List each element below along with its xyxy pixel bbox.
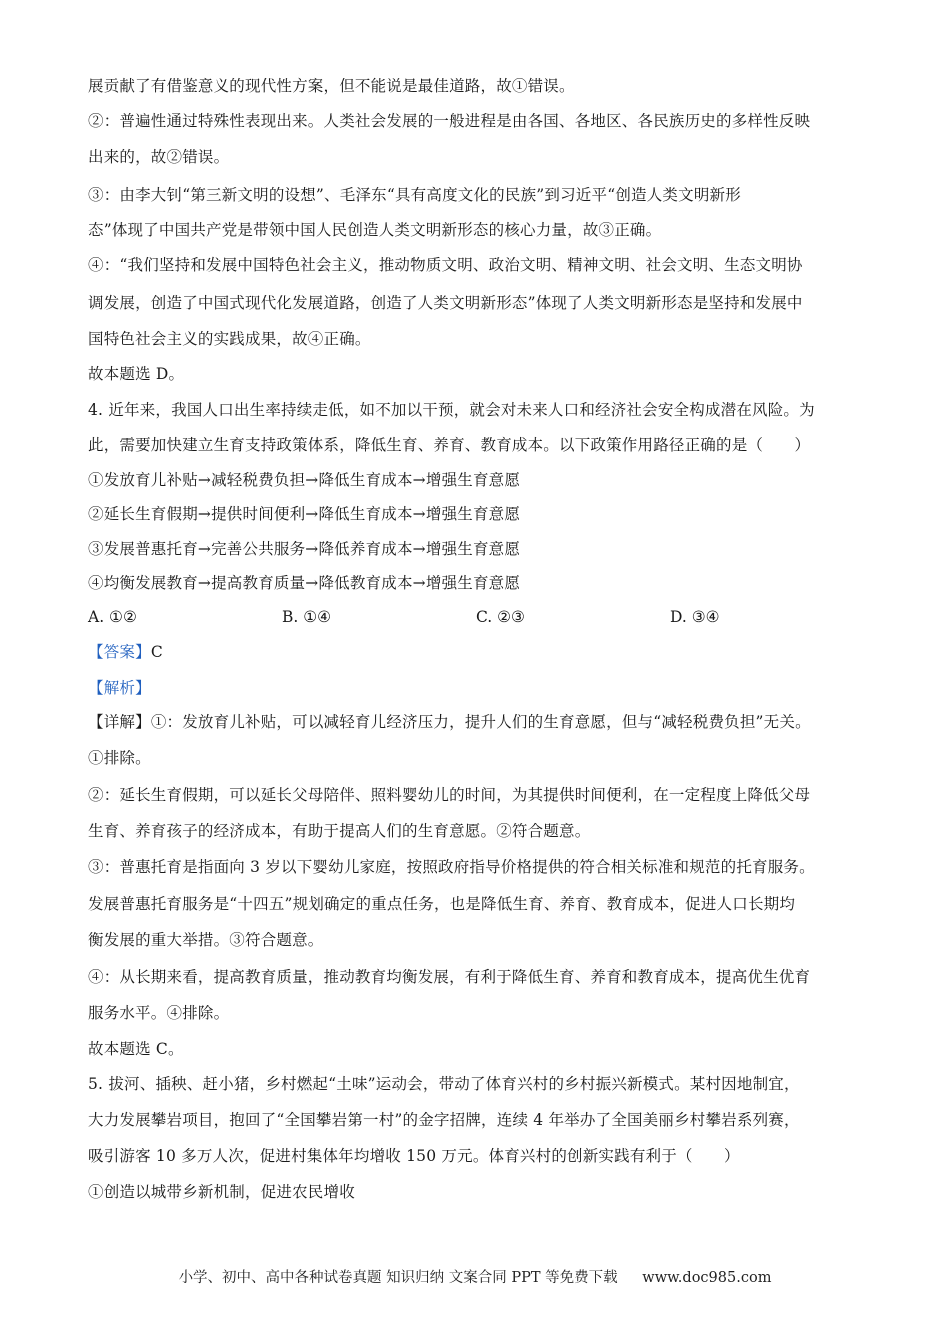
question-5-stem: 吸引游客 10 多万人次，促进村集体年均增收 150 万元。体育兴村的创新实践有利于（ ） bbox=[88, 1147, 740, 1165]
option-c: C. ②③ bbox=[476, 608, 525, 626]
text-line: 展贡献了有借鉴意义的现代性方案，但不能说是最佳道路，故①错误。 bbox=[88, 77, 575, 95]
text-line: 故本题选 C。 bbox=[88, 1040, 184, 1058]
text-line: 态”体现了中国共产党是带领中国人民创造人类文明新形态的核心力量，故③正确。 bbox=[88, 221, 662, 239]
question-5-stem: 大力发展攀岩项目，抱回了“全国攀岩第一村”的金字招牌，连续 4 年举办了全国美丽乡村攀岩系列赛， bbox=[88, 1111, 800, 1129]
analysis-line bbox=[88, 677, 151, 699]
option-d: D. ③④ bbox=[670, 608, 720, 626]
text-line: 故本题选 D。 bbox=[88, 365, 185, 383]
statement-item: ②延长生育假期→提供时间便利→降低生育成本→增强生育意愿 bbox=[88, 505, 521, 523]
detail-line bbox=[88, 711, 811, 733]
text-line: ②：普遍性通过特殊性表现出来。人类社会发展的一般进程是由各国、各地区、各民族历史的多样性反映 bbox=[88, 112, 811, 130]
text-line: ④：“我们坚持和发展中国特色社会主义，推动物质文明、政治文明、精神文明、社会文明、生态文明协 bbox=[88, 256, 803, 274]
footer-link[interactable]: www.doc985.com bbox=[642, 1270, 772, 1286]
text-line: 生育、养育孩子的经济成本，有助于提高人们的生育意愿。②符合题意。 bbox=[88, 822, 591, 840]
page-footer bbox=[0, 1268, 950, 1288]
answer-value: C bbox=[150, 643, 163, 661]
statement-item: ①创造以城带乡新机制，促进农民增收 bbox=[88, 1183, 355, 1201]
text-line: ②：延长生育假期，可以延长父母陪伴、照料婴幼儿的时间，为其提供时间便利，在一定程度上降低父母 bbox=[88, 786, 811, 804]
detail-text: ①：发放育儿补贴，可以减轻育儿经济压力，提升人们的生育意愿，但与“减轻税费负担”无关。 bbox=[150, 713, 811, 731]
statement-item: ③发展普惠托育→完善公共服务→降低养育成本→增强生育意愿 bbox=[88, 540, 521, 558]
detail-tag: 【详解】 bbox=[88, 713, 151, 731]
statement-item: ①发放育儿补贴→减轻税费负担→降低生育成本→增强生育意愿 bbox=[88, 471, 521, 489]
text-line: ①排除。 bbox=[88, 749, 151, 767]
text-line: 国特色社会主义的实践成果，故④正确。 bbox=[88, 330, 371, 348]
text-line: ③：普惠托育是指面向 3 岁以下婴幼儿家庭，按照政府指导价格提供的符合相关标准和规范的托育服务。 bbox=[88, 858, 815, 876]
question-5-stem: 5. 拔河、插秧、赶小猪，乡村燃起“土味”运动会，带动了体育兴村的乡村振兴新模式。某村因地制宜， bbox=[88, 1075, 800, 1093]
question-4-stem: 4. 近年来，我国人口出生率持续走低，如不加以干预，就会对未来人口和经济社会安全构成潜在风险。为 bbox=[88, 401, 815, 419]
footer-text: 小学、初中、高中各种试卷真题 知识归纳 文案合同 PPT 等免费下载 bbox=[178, 1270, 618, 1286]
text-line: 发展普惠托育服务是“十四五”规划确定的重点任务，也是降低生育、养育、教育成本，促进人口长期均 bbox=[88, 895, 796, 913]
text-line: 出来的，故②错误。 bbox=[88, 148, 230, 166]
analysis-tag: 【解析】 bbox=[88, 679, 151, 697]
text-line: ③：由李大钊“第三新文明的设想”、毛泽东“具有高度文化的民族”到习近平“创造人类文明新形 bbox=[88, 186, 741, 204]
text-line: 调发展，创造了中国式现代化发展道路，创造了人类文明新形态”体现了人类文明新形态是坚持和发展中 bbox=[88, 294, 803, 312]
option-b: B. ①④ bbox=[282, 608, 332, 626]
statement-item: ④均衡发展教育→提高教育质量→降低教育成本→增强生育意愿 bbox=[88, 574, 521, 592]
answer-tag: 【答案】 bbox=[88, 643, 151, 661]
text-line: 服务水平。④排除。 bbox=[88, 1004, 230, 1022]
text-line: 衡发展的重大举措。③符合题意。 bbox=[88, 931, 324, 949]
question-4-stem: 此，需要加快建立生育支持政策体系，降低生育、养育、教育成本。以下政策作用路径正确的是（ ） bbox=[88, 436, 811, 454]
text-line: ④：从长期来看，提高教育质量，推动教育均衡发展，有利于降低生育、养育和教育成本，提高优生优育 bbox=[88, 968, 811, 986]
answer-line bbox=[88, 641, 163, 663]
option-a: A. ①② bbox=[88, 608, 137, 626]
